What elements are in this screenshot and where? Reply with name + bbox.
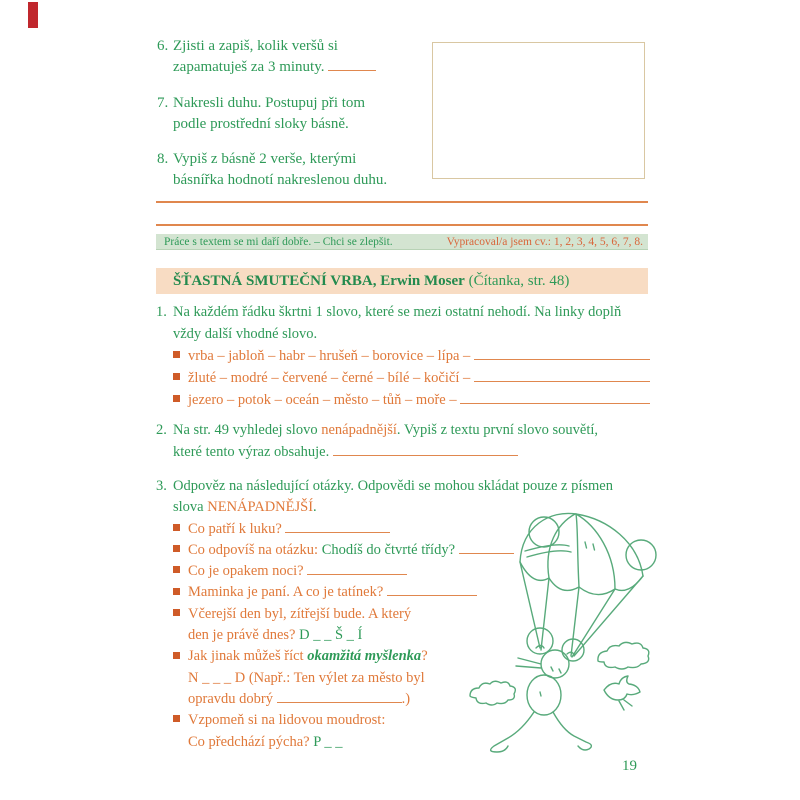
answer-blank[interactable]: [277, 690, 402, 703]
assessment-right-label: Vypracoval/a jsem cv.: 1, 2, 3, 4, 5, 6, 7, 8.: [446, 235, 643, 248]
question-row-continued: den je právě dnes? D _ _ Š _ Í: [173, 625, 656, 646]
answer-blank[interactable]: [474, 369, 650, 382]
bullet-square-icon: [173, 609, 180, 616]
answer-hint: P _ _: [313, 733, 343, 750]
drawing-box[interactable]: [432, 42, 645, 179]
answer-blank[interactable]: [333, 443, 518, 456]
answer-blank[interactable]: [474, 347, 650, 360]
task-number: 1.: [156, 304, 167, 320]
section-source: (Čítanka, str. 48): [464, 273, 570, 289]
bullet-square-icon: [173, 351, 180, 358]
task-line: slova NENÁPADNĚJŠÍ.: [173, 499, 317, 516]
exercise-line: Zjisti a zapiš, kolik veršů si: [173, 38, 338, 54]
question-row-continued: opravdu dobrý .): [188, 690, 411, 707]
task-line: Na str. 49 vyhledej slovo nenápadnější. Vypiš z textu první slovo souvětí,: [173, 422, 599, 438]
bullet-square-icon: [173, 545, 180, 552]
task-line: Na každém řádku škrtni 1 slovo, které se mezi ostatní nehodí. Na linky doplň: [173, 304, 622, 320]
question-row: Jak jinak můžeš říct okamžitá myšlenka ?: [173, 646, 656, 667]
task-number: 3.: [156, 478, 167, 494]
answer-hint: D _ _ Š _ Í: [299, 627, 363, 644]
answer-line-2[interactable]: [156, 224, 648, 226]
page-corner-mark: [28, 2, 38, 28]
task-line: vždy další vhodné slovo.: [173, 326, 318, 342]
bullet-square-icon: [173, 588, 180, 595]
answer-blank[interactable]: [307, 562, 407, 575]
answer-blank[interactable]: [460, 391, 650, 404]
answer-blank[interactable]: [328, 58, 376, 71]
task-line: které tento výraz obsahuje.: [173, 441, 650, 463]
bullet-square-icon: [173, 395, 180, 402]
question-row: Co je opakem noci?: [173, 561, 656, 582]
exercise-line: Nakresli duhu. Postupuj při tom: [173, 95, 366, 111]
word-row: žluté – modré – červené – černé – bílé – kočičí –: [173, 367, 650, 389]
exercise-number: 6.: [157, 38, 169, 54]
assessment-left-label: Práce s textem se mi daří dobře. – Chci se zlepšit.: [164, 235, 393, 248]
bullet-square-icon: [173, 524, 180, 531]
answer-blank[interactable]: [285, 520, 390, 533]
word-row: jezero – potok – oceán – město – tůň – moře –: [173, 389, 650, 411]
exercise-line: zapamatuješ za 3 minuty.: [173, 57, 457, 78]
exercise-8: [157, 149, 457, 191]
question-row: Maminka je paní. A co je tatínek?: [173, 582, 656, 603]
exercise-line: podle prostřední sloky básně.: [173, 116, 349, 132]
bullet-square-icon: [173, 652, 180, 659]
section-title: ŠŤASTNÁ SMUTEČNÍ VRBA, Erwin Moser: [173, 273, 465, 289]
question-row-continued: N _ _ _ D (Např.: Ten výlet za město byl: [188, 669, 425, 686]
word-row: vrba – jabloň – habr – hrušeň – borovice – lípa –: [173, 345, 650, 367]
question-row: Vzpomeň si na lidovou moudrost:: [173, 710, 656, 731]
task-line: Odpověz na následující otázky. Odpovědi se mohou skládat pouze z písmen: [173, 478, 613, 494]
exercise-line: básnířka hodnotí nakreslenou duhu.: [173, 172, 388, 188]
self-assessment-bar: [156, 234, 648, 250]
answer-blank[interactable]: [459, 541, 514, 554]
answer-line-1[interactable]: [156, 201, 648, 203]
bullet-square-icon: [173, 566, 180, 573]
page-number: 19: [622, 758, 637, 774]
exercise-number: 7.: [157, 95, 169, 111]
exercise-line: Vypiš z básně 2 verše, kterými: [173, 151, 357, 167]
section-title-banner: [156, 268, 648, 294]
question-row: Včerejší den byl, zítřejší bude. A který: [173, 604, 656, 625]
task-2: [156, 419, 650, 463]
task-3: [156, 476, 656, 753]
exercise-7: [157, 93, 457, 135]
task-1: [156, 301, 650, 411]
bullet-square-icon: [173, 715, 180, 722]
exercise-number: 8.: [157, 151, 169, 167]
exercise-6: [157, 36, 457, 78]
answer-blank[interactable]: [387, 583, 477, 596]
highlighted-phrase: okamžitá myšlenka: [307, 648, 422, 665]
question-row: Co odpovíš na otázku: Chodíš do čtvrté třídy?: [173, 540, 656, 561]
task-number: 2.: [156, 422, 167, 438]
question-row: Co patří k luku?: [173, 519, 656, 540]
highlighted-word: NENÁPADNĚJŠÍ: [207, 499, 314, 516]
highlighted-word: nenápadnější: [321, 422, 397, 438]
question-row-continued: Co předchází pýcha? P _ _: [173, 732, 656, 753]
bullet-square-icon: [173, 373, 180, 380]
